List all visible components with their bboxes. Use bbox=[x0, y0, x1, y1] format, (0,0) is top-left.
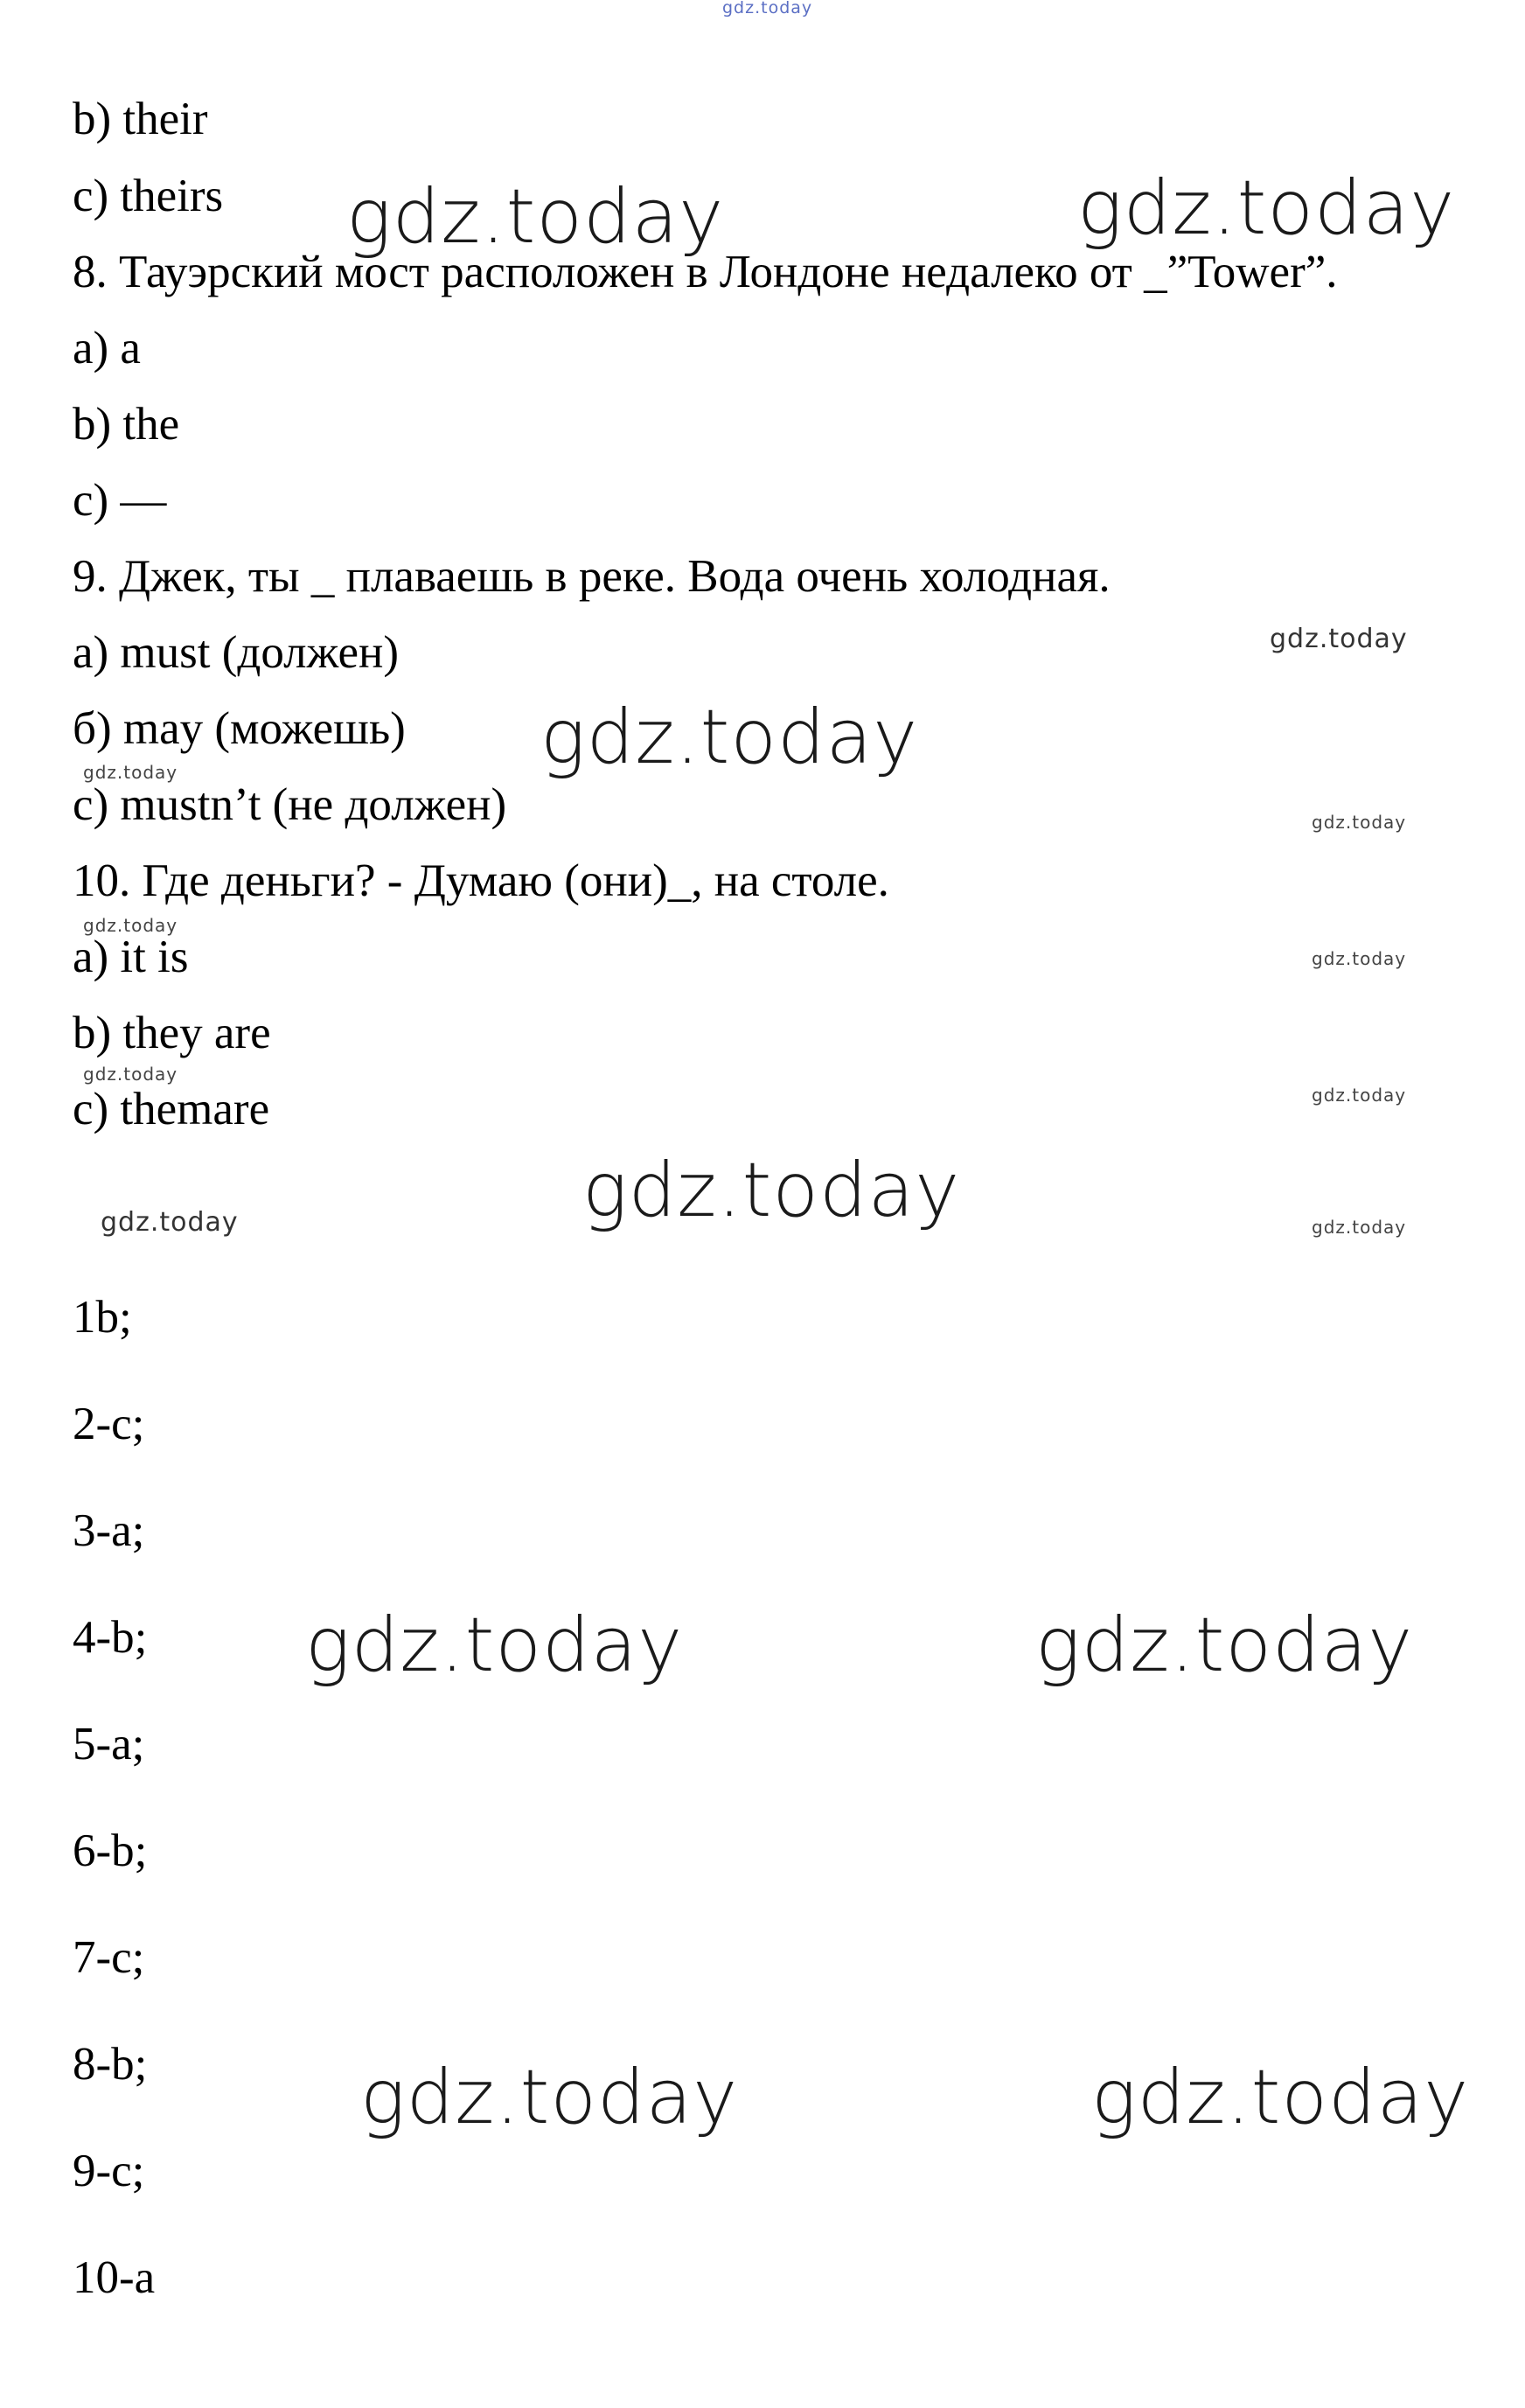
q10-option-c: c) themare bbox=[73, 1084, 270, 1134]
answer-5: 5-a; bbox=[73, 1719, 145, 1769]
q10-option-b: b) they are bbox=[73, 1008, 271, 1058]
watermark-tiny: gdz.today bbox=[83, 762, 178, 783]
q8-option-b: b) the bbox=[73, 399, 180, 450]
watermark-small: gdz.today bbox=[101, 1207, 239, 1238]
q9-option-c: c) mustn’t (не должен) bbox=[73, 779, 507, 830]
watermark-large: gdz.today bbox=[1077, 164, 1456, 252]
q8-option-a: a) a bbox=[73, 323, 141, 373]
question-10: 10. Где деньги? - Думаю (они)_, на столе. bbox=[73, 855, 889, 906]
answer-10: 10-a bbox=[73, 2252, 156, 2303]
q8-option-c: c) — bbox=[73, 475, 167, 526]
q10-option-a: a) it is bbox=[73, 932, 189, 982]
answer-3: 3-a; bbox=[73, 1505, 145, 1556]
watermark-small: gdz.today bbox=[1270, 624, 1408, 654]
watermark-large: gdz.today bbox=[540, 694, 919, 781]
answer-2: 2-c; bbox=[73, 1399, 145, 1449]
q9-option-b: б) may (можешь) bbox=[73, 703, 406, 754]
watermark-tiny: gdz.today bbox=[1312, 1217, 1407, 1238]
answer-7: 7-c; bbox=[73, 1932, 145, 1983]
answer-6: 6-b; bbox=[73, 1825, 148, 1876]
question-9: 9. Джек, ты _ плаваешь в реке. Вода очень холодная. bbox=[73, 551, 1111, 602]
watermark-large: gdz.today bbox=[305, 1602, 684, 1689]
watermark-tiny: gdz.today bbox=[1312, 812, 1407, 833]
watermark-large: gdz.today bbox=[1091, 2054, 1470, 2141]
question-8: 8. Тауэрский мост расположен в Лондоне недалеко от _”Tower”. bbox=[73, 247, 1338, 297]
watermark-tiny: gdz.today bbox=[1312, 948, 1407, 969]
watermark-tiny: gdz.today bbox=[1312, 1085, 1407, 1106]
watermark-large: gdz.today bbox=[346, 173, 725, 261]
answer-9: 9-c; bbox=[73, 2146, 145, 2196]
watermark-large: gdz.today bbox=[360, 2054, 739, 2141]
watermark-top: gdz.today bbox=[722, 0, 813, 17]
watermark-large: gdz.today bbox=[1035, 1602, 1414, 1689]
q9-option-a: a) must (должен) bbox=[73, 627, 400, 678]
watermark-tiny: gdz.today bbox=[83, 915, 178, 936]
answer-4: 4-b; bbox=[73, 1612, 148, 1663]
answer-8: 8-b; bbox=[73, 2039, 148, 2090]
watermark-tiny: gdz.today bbox=[83, 1064, 178, 1085]
watermark-large: gdz.today bbox=[582, 1147, 961, 1234]
answer-1: 1b; bbox=[73, 1292, 132, 1343]
option-b-their: b) their bbox=[73, 94, 208, 144]
option-c-theirs: c) theirs bbox=[73, 171, 224, 221]
